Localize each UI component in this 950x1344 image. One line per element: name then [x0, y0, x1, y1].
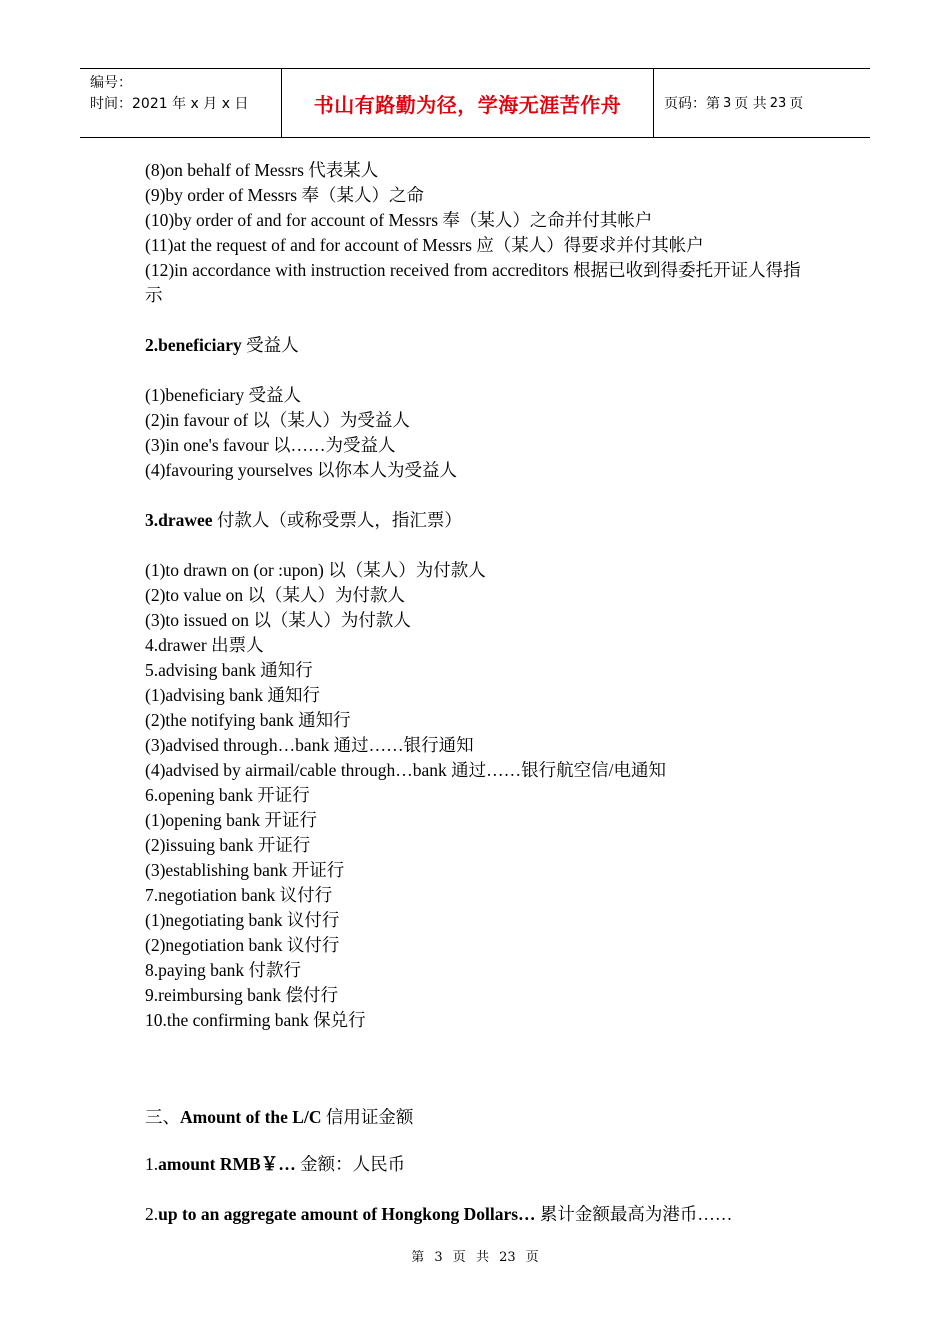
drawee-list	[145, 558, 815, 1033]
page-current: 3	[723, 95, 732, 111]
section-bold: Amount of the L/C	[180, 1107, 322, 1127]
list-item: (1)opening bank 开证行	[145, 810, 318, 830]
page-mid: 页 共	[734, 96, 767, 112]
list-item: 10.the confirming bank 保兑行	[145, 1010, 366, 1030]
list-item: (4)favouring yourselves 以你本人为受益人	[145, 460, 458, 480]
item-bold: up to an aggregate amount of Hongkong Dollars…	[158, 1204, 536, 1224]
page-suffix: 页	[789, 96, 804, 112]
footer-current: 3	[434, 1250, 443, 1265]
section-heading-drawee	[145, 508, 815, 533]
heading-rest: 付款人（或称受票人，指汇票）	[212, 510, 462, 530]
footer-suffix: 页	[525, 1250, 539, 1265]
page-footer	[0, 1246, 950, 1265]
list-item: (10)by order of and for account of Messrs 奉（某人）之命并付其帐户	[145, 210, 653, 230]
footer-mid2: 共	[475, 1250, 489, 1265]
section-prefix: 三、	[145, 1107, 180, 1127]
list-item: (3)advised through…bank 通过……银行通知	[145, 735, 474, 755]
section-heading-amount	[145, 1105, 815, 1130]
beneficiary-list	[145, 383, 815, 483]
item-rest: 金额：人民币	[295, 1154, 406, 1174]
list-item: (8)on behalf of Messrs 代表某人	[145, 160, 379, 180]
list-item: 8.paying bank 付款行	[145, 960, 302, 980]
list-item: (2)issuing bank 开证行	[145, 835, 311, 855]
footer-mid1: 页	[452, 1250, 466, 1265]
page-prefix: 页码：第	[664, 96, 720, 112]
time-label: 时间：2021 年 x 月 x 日	[90, 96, 249, 112]
list-item: (4)advised by airmail/cable through…bank 通过……银行航空信/电通知	[145, 760, 667, 780]
list-item: (3)establishing bank 开证行	[145, 860, 345, 880]
amount-item-2	[145, 1202, 815, 1227]
list-item: 5.advising bank 通知行	[145, 660, 313, 680]
section-heading-beneficiary	[145, 333, 815, 358]
list-item: (9)by order of Messrs 奉（某人）之命	[145, 185, 424, 205]
item-bold: amount RMB￥…	[158, 1154, 296, 1174]
list-item: (1)to drawn on (or :upon) 以（某人）为付款人	[145, 560, 486, 580]
footer-prefix: 第	[411, 1250, 425, 1265]
header-meta	[80, 69, 282, 137]
section-rest: 信用证金额	[321, 1107, 414, 1127]
list-item: 7.negotiation bank 议付行	[145, 885, 333, 905]
list-item: 4.drawer 出票人	[145, 635, 264, 655]
page-header	[80, 68, 870, 138]
header-page-info	[654, 69, 870, 137]
list-item: (2)the notifying bank 通知行	[145, 710, 351, 730]
list-item: (3)to issued on 以（某人）为付款人	[145, 610, 411, 630]
list-item: (1)negotiating bank 议付行	[145, 910, 340, 930]
page-total: 23	[769, 95, 787, 111]
list-item: (2)to value on 以（某人）为付款人	[145, 585, 406, 605]
heading-rest: 受益人	[241, 335, 299, 355]
heading-bold: 3.drawee	[145, 510, 213, 530]
list-item: (1)advising bank 通知行	[145, 685, 320, 705]
header-motto: 书山有路勤为径，学海无涯苦作舟	[282, 69, 654, 137]
list-item: (3)in one's favour 以……为受益人	[145, 435, 396, 455]
list-item: (2)negotiation bank 议付行	[145, 935, 340, 955]
document-body	[145, 158, 815, 1227]
list-item: (2)in favour of 以（某人）为受益人	[145, 410, 410, 430]
amount-item-1	[145, 1152, 815, 1177]
list-item: 9.reimbursing bank 偿付行	[145, 985, 338, 1005]
footer-total: 23	[499, 1250, 516, 1265]
list-item: 6.opening bank 开证行	[145, 785, 310, 805]
list-item: (1)beneficiary 受益人	[145, 385, 301, 405]
code-label: 编号：	[90, 75, 132, 91]
item-number: 1.	[145, 1154, 159, 1174]
heading-bold: 2.beneficiary	[145, 335, 242, 355]
list-item: (12)in accordance with instruction received from accreditors 根据已收到得委托开证人得指示	[145, 260, 801, 305]
item-rest: 累计金额最高为港币……	[535, 1204, 733, 1224]
item-number: 2.	[145, 1204, 159, 1224]
list-item: (11)at the request of and for account of Messrs 应（某人）得要求并付其帐户	[145, 235, 704, 255]
